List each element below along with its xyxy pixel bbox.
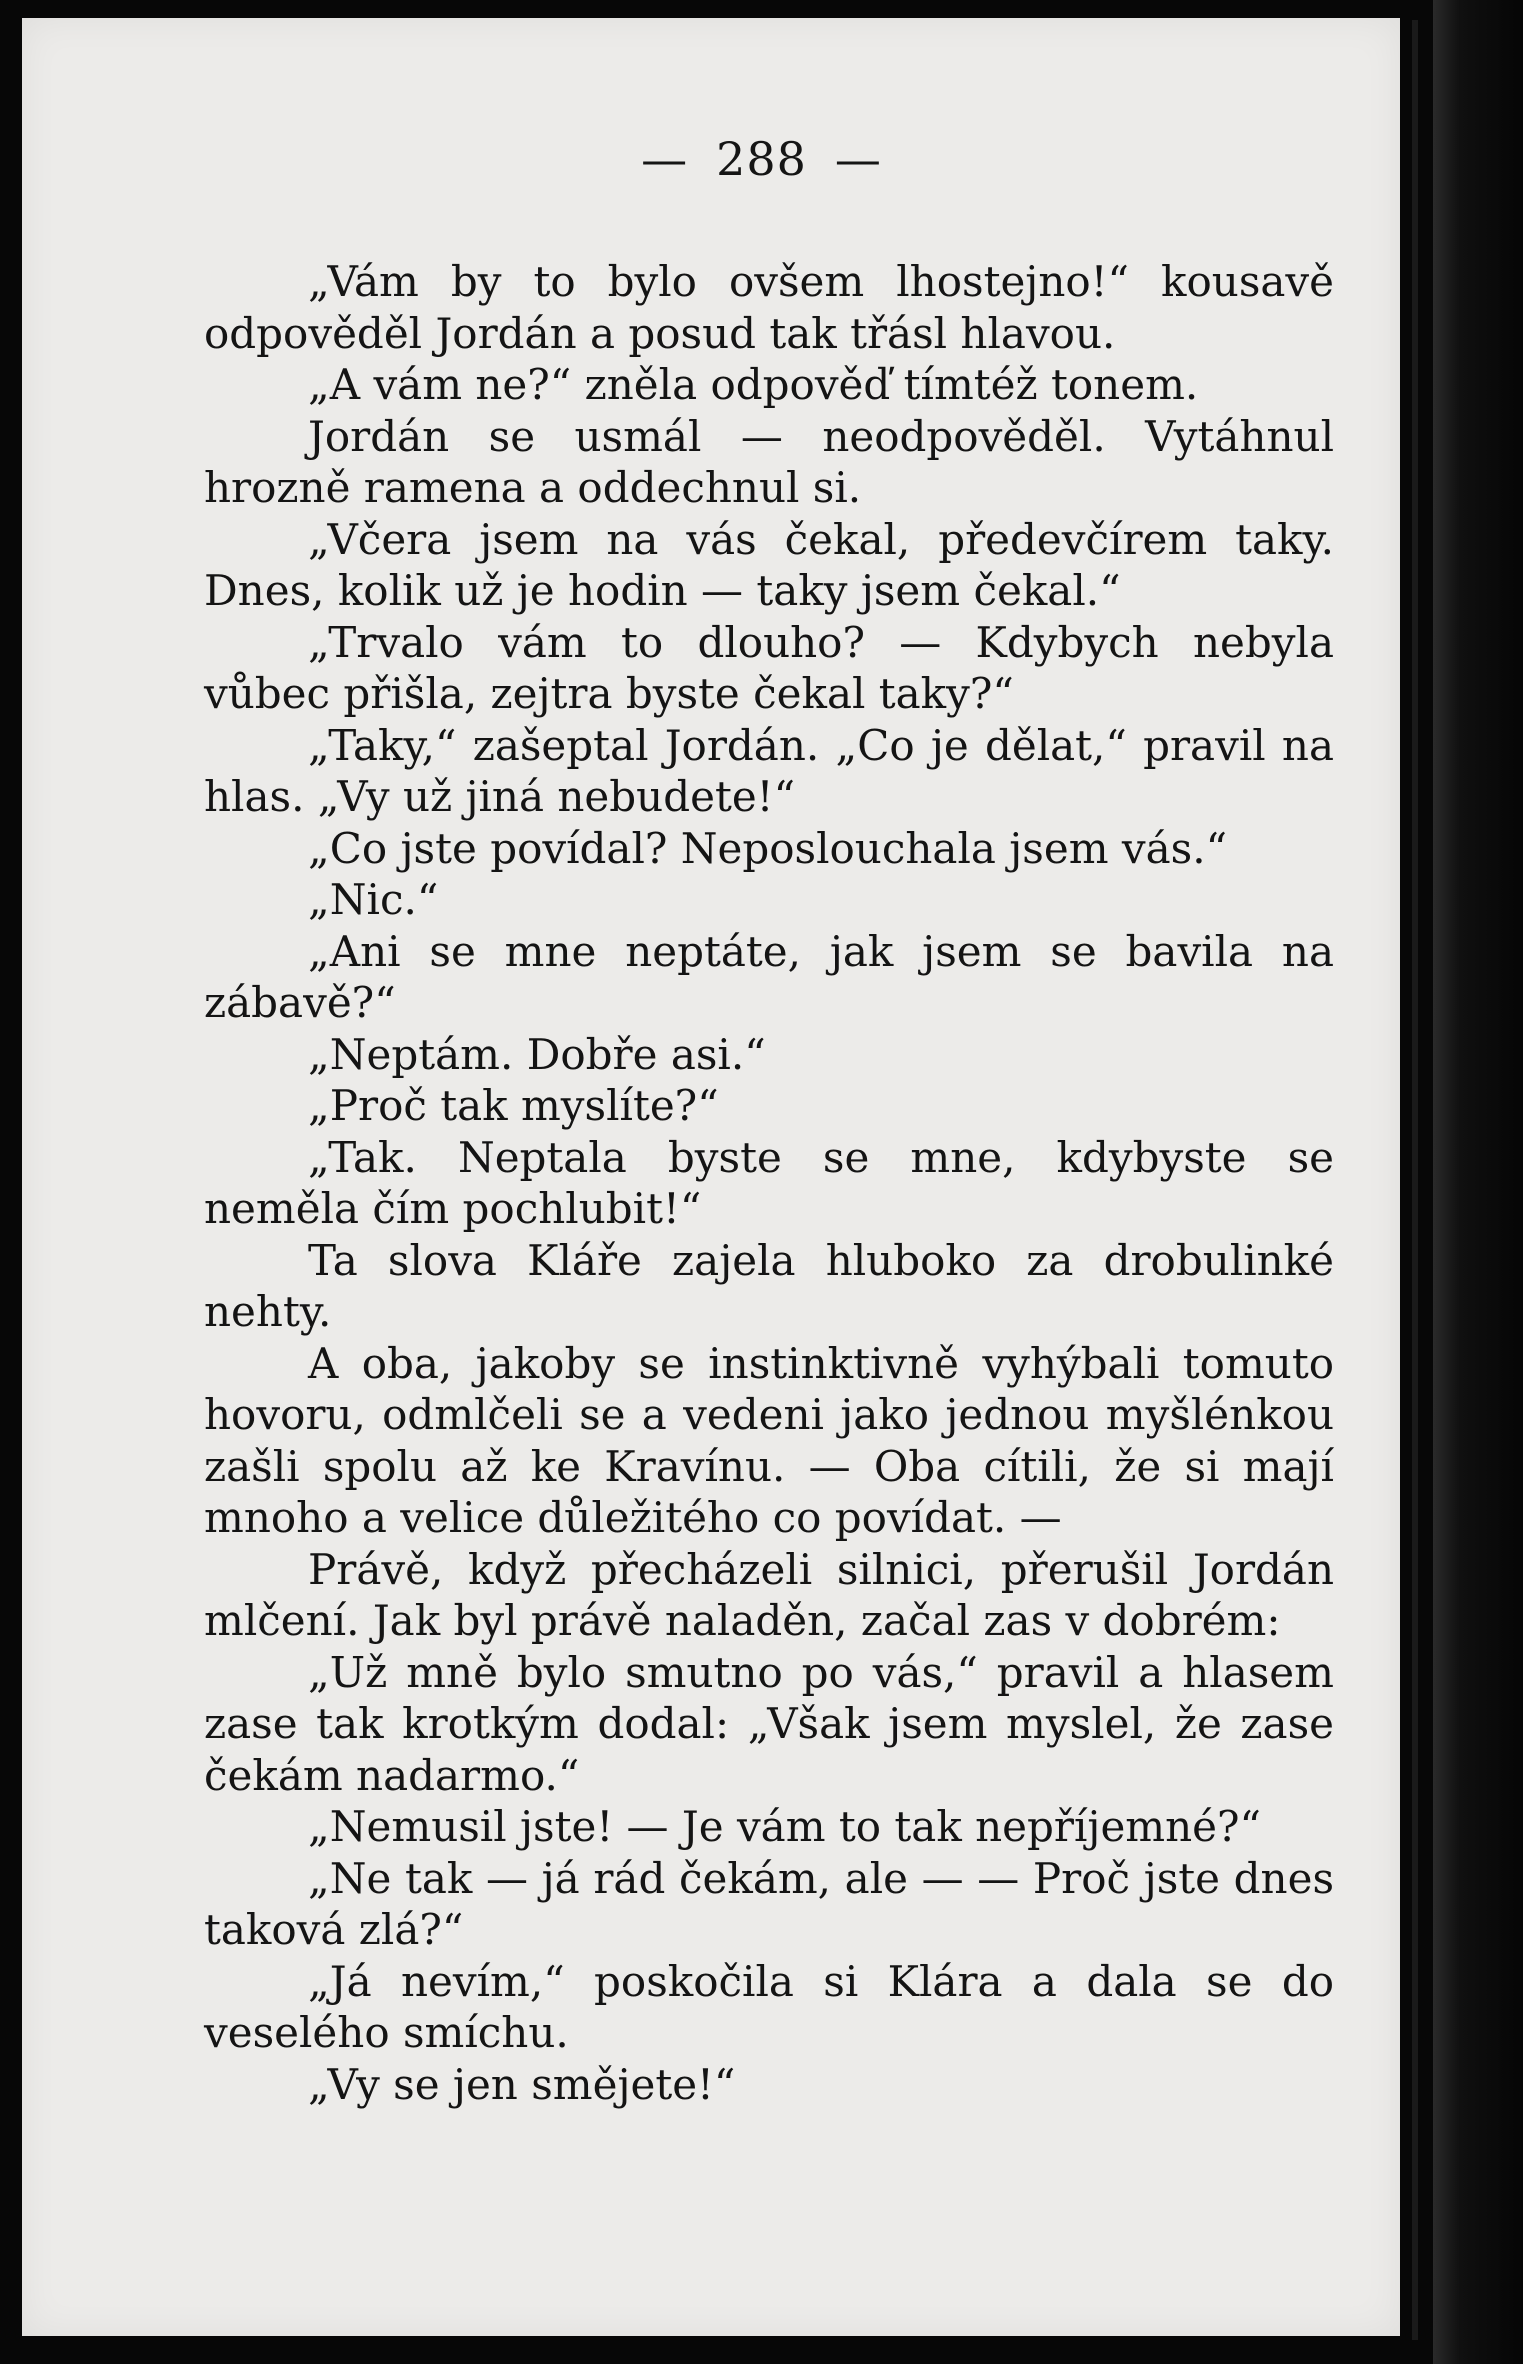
paragraph: „Já nevím,“ poskočila si Klára a dala se do veselého smíchu. — [204, 1956, 1334, 2057]
paragraph: „Už mně bylo smutno po vás,“ pravil a hlasem zase tak krotkým dodal: „Však jsem myslel, že zase čekám nadarmo.“ — [204, 1647, 1334, 1800]
paragraph: Právě, když přecházeli silnici, přerušil Jordán mlčení. Jak byl právě naladěn, začal zas v dobrém: — [204, 1544, 1334, 1645]
paragraph: A oba, jakoby se instinktivně vyhýbali tomuto hovoru, odmlčeli se a vedeni jako jednou myšlénkou zašli spolu až ke Kravínu. — Oba cítili, že si mají mnoho a velice důležitého co povídat. — — [204, 1338, 1334, 1542]
paragraph: „Tak. Neptala byste se mne, kdybyste se neměla čím pochlubit!“ — [204, 1132, 1334, 1233]
paragraph: „Ne tak — já rád čekám, ale — — Proč jste dnes taková zlá?“ — [204, 1853, 1334, 1954]
paragraph: Ta slova Kláře zajela hluboko za drobulinké nehty. — [204, 1235, 1334, 1336]
paragraph: „Taky,“ zašeptal Jordán. „Co je dělat,“ pravil na hlas. „Vy už jiná nebudete!“ — [204, 720, 1334, 821]
page-number: 288 — [716, 132, 807, 186]
paragraph: „Co jste povídal? Neposlouchala jsem vás.“ — [308, 823, 1228, 873]
paragraph: „Ani se mne neptáte, jak jsem se bavila na zábavě?“ — [204, 926, 1334, 1027]
body-text — [204, 256, 1334, 2110]
paragraph: „Vám by to bylo ovšem lhostejno!“ kousavě odpověděl Jordán a posud tak třásl hlavou. — [204, 257, 1334, 358]
paragraph: „Trvalo vám to dlouho? — Kdybych nebyla vůbec přišla, zejtra byste čekal taky?“ — [204, 617, 1334, 718]
paragraph: „Vy se jen smějete!“ — [308, 2059, 736, 2109]
paragraph: „A vám ne?“ zněla odpověď tímtéž tonem. — [308, 360, 1199, 409]
paragraph: „Neptám. Dobře asi.“ — [308, 1029, 766, 1079]
paragraph: „Včera jsem na vás čekal, předevčírem taky. Dnes, kolik už je hodin — taky jsem čekal.“ — [204, 514, 1334, 615]
page-number-dash-right: — — [834, 132, 882, 186]
paragraph: „Nic.“ — [308, 875, 439, 924]
page-edge-shadow — [1412, 20, 1418, 2340]
scan-dark-border — [1433, 0, 1523, 2364]
paragraph: Jordán se usmál — neodpověděl. Vytáhnul hrozně ramena a oddechnul si. — [204, 411, 1334, 512]
page-number-header — [0, 132, 1523, 186]
paragraph: „Nemusil jste! — Je vám to tak nepříjemné?“ — [308, 1802, 1262, 1851]
paragraph: „Proč tak myslíte?“ — [308, 1081, 719, 1130]
page-number-dash-left: — — [641, 132, 689, 186]
